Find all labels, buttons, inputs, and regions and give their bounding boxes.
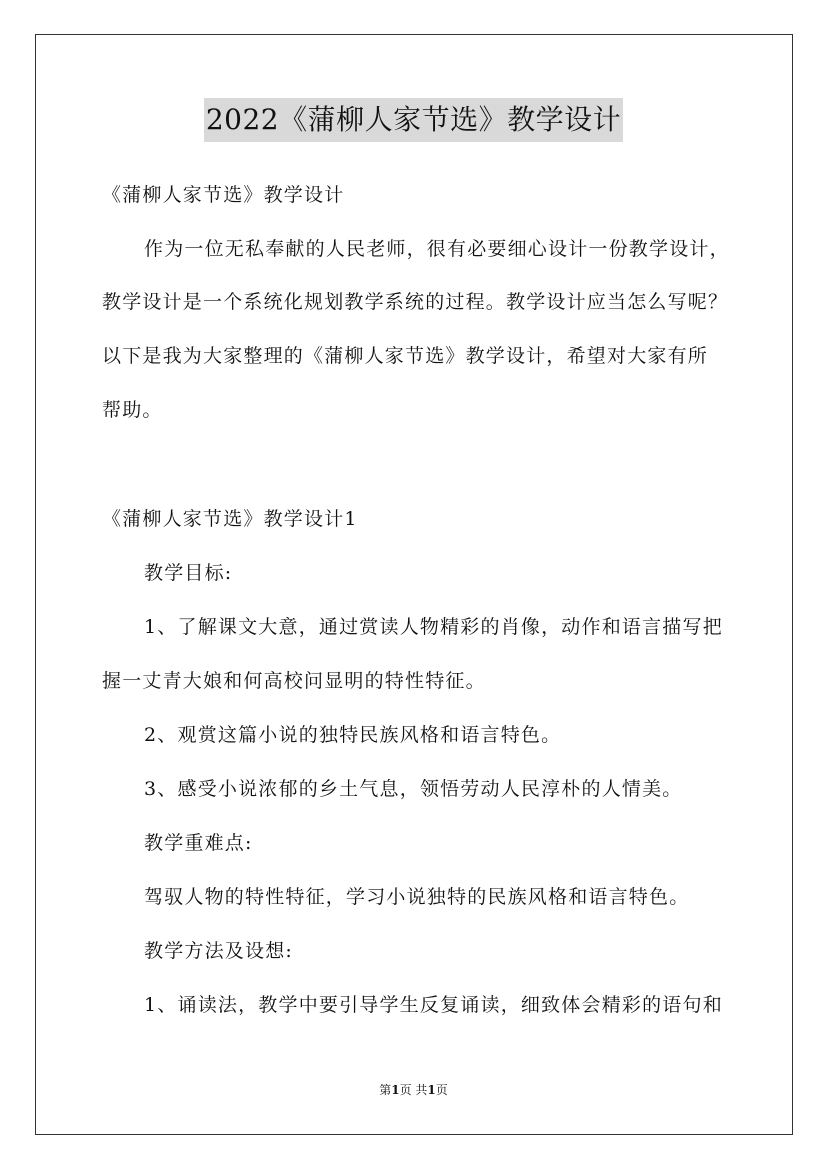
list-item: 3、感受小说浓郁的乡土气息，领悟劳动人民淳朴的人情美。 [144, 778, 683, 800]
list-item: 1、了解课文大意，通过赏读人物精彩的肖像，动作和语言描写把 [144, 616, 723, 638]
paragraph-line: 以下是我为大家整理的《蒲柳人家节选》教学设计，希望对大家有所 [102, 345, 709, 367]
footer-mid: 页 共 [399, 1083, 428, 1097]
document-title: 2022《蒲柳人家节选》教学设计 [204, 98, 623, 142]
list-item: 1、诵读法，教学中要引导学生反复诵读，细致体会精彩的语句和 [144, 994, 723, 1016]
paragraph-line: 教学设计是一个系统化规划教学系统的过程。教学设计应当怎么写呢？ [102, 291, 729, 313]
subheading: 教学方法及设想: [144, 940, 294, 962]
list-item: 2、观赏这篇小说的独特民族风格和语言特色。 [144, 724, 562, 746]
subheading: 教学重难点: [144, 832, 253, 854]
section-heading: 《蒲柳人家节选》教学设计1 [102, 508, 358, 530]
list-item-continuation: 握一丈青大娘和何高校问显明的特性特征。 [102, 670, 486, 692]
paragraph-line: 驾驭人物的特性特征，学习小说独特的民族风格和语言特色。 [144, 886, 690, 908]
footer-prefix: 第 [379, 1083, 392, 1097]
page-footer [0, 1082, 827, 1098]
footer-total-pages: 1 [427, 1083, 436, 1097]
title-container [0, 98, 827, 142]
footer-page-number: 1 [391, 1083, 400, 1097]
paragraph-line: 帮助。 [102, 399, 163, 421]
paragraph-line: 作为一位无私奉献的人民老师，很有必要细心设计一份教学设计， [144, 238, 730, 260]
footer-suffix: 页 [435, 1083, 448, 1097]
subheading: 教学目标: [144, 562, 233, 584]
section-heading: 《蒲柳人家节选》教学设计 [102, 184, 345, 206]
